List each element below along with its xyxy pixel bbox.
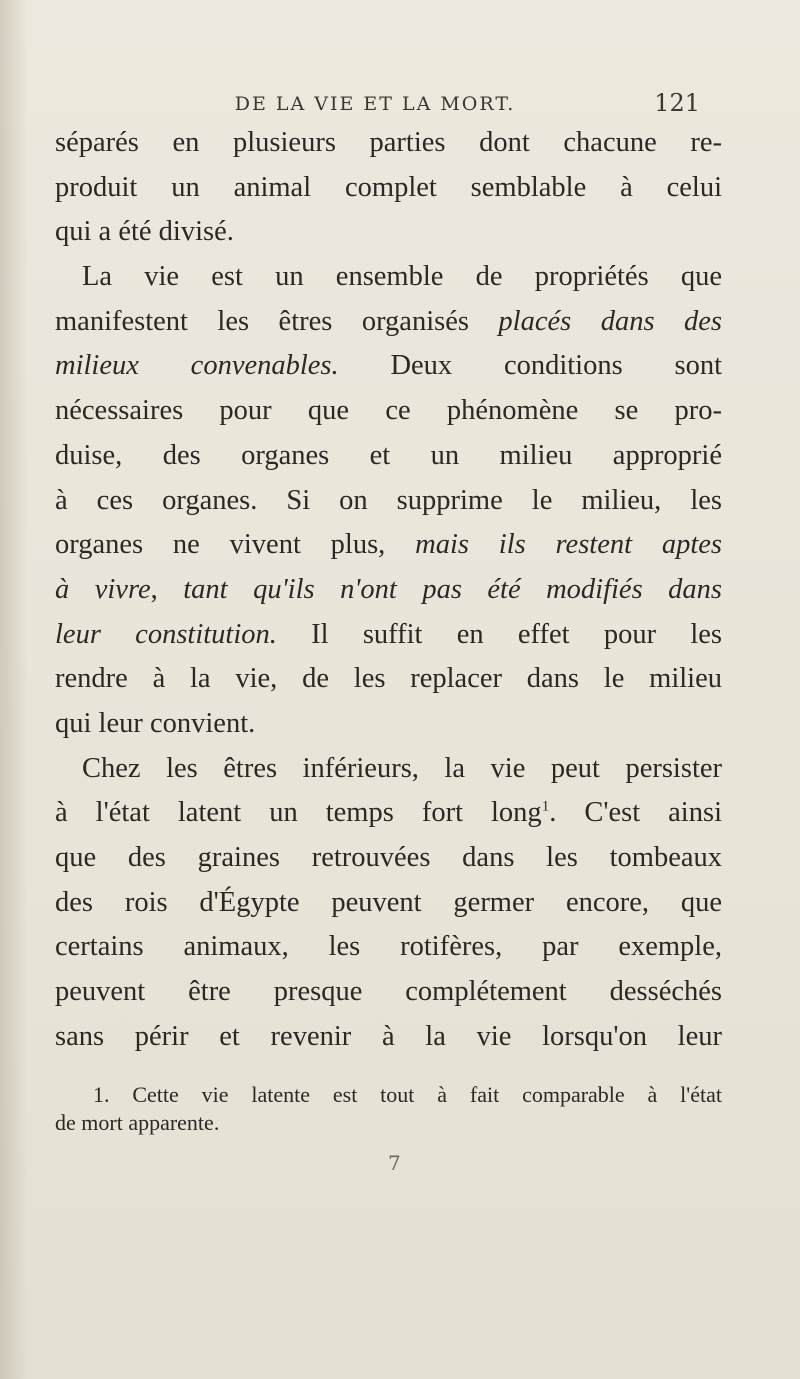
- text-line: La vie est un ensemble de propriétés que: [82, 261, 722, 293]
- page-number: 121: [654, 89, 700, 117]
- text-line: que des graines retrouvées dans les tombeaux: [55, 842, 722, 873]
- text-line: leur constitution. Il suffit en effet pour les: [55, 618, 722, 650]
- italic-phrase: milieux convenables.: [55, 350, 339, 382]
- text-line: des rois d'Égypte peuvent germer encore, que: [55, 886, 722, 918]
- text-line: produit un animal complet semblable à celui: [55, 171, 722, 203]
- italic-phrase: à vivre: [55, 573, 151, 605]
- text-line: certains animaux, les rotifères, par exemple,: [55, 931, 722, 963]
- binding-shadow: [0, 0, 28, 1379]
- footnote-ref: 1: [541, 798, 550, 815]
- text-line: organes ne vivent plus, mais ils restent aptes: [55, 529, 722, 561]
- text-line: séparés en plusieurs parties dont chacune re-: [55, 127, 722, 158]
- text-line: Chez les êtres inférieurs, la vie peut persister: [82, 752, 722, 784]
- text-line: milieux convenables. Deux conditions sont: [55, 350, 722, 382]
- text-line: qui a été divisé.: [55, 216, 234, 248]
- text-line: à vivre, tant qu'ils n'ont pas été modifiés dans: [55, 573, 722, 605]
- running-head: DE LA VIE ET LA MORT.: [234, 93, 516, 115]
- text-line: manifestent les êtres organisés placés dans des: [55, 305, 722, 337]
- body-text: [55, 121, 722, 1059]
- footnote-line: de mort apparente.: [55, 1110, 220, 1135]
- text-line: nécessaires pour que ce phénomène se pro-: [55, 395, 722, 427]
- text-line: qui leur convient.: [55, 707, 256, 739]
- italic-phrase: tant qu'ils n'ont pas été modifiés dans: [183, 573, 722, 605]
- text-line: sans périr et revenir à la vie lorsqu'on leur: [55, 1020, 722, 1052]
- text-line: à ces organes. Si on supprime le milieu, les: [55, 484, 722, 516]
- text-line: rendre à la vie, de les replacer dans le milieu: [55, 663, 722, 695]
- footnote: [55, 1081, 722, 1137]
- italic-phrase: placés dans des: [498, 305, 722, 337]
- italic-phrase: leur constitution.: [55, 618, 277, 650]
- page-header: [140, 89, 700, 123]
- italic-phrase: mais ils restent aptes: [415, 529, 722, 561]
- text-line: peuvent être presque complétement desséchés: [55, 976, 722, 1008]
- text-line: duise, des organes et un milieu approprié: [55, 439, 722, 471]
- footnote-line: 1. Cette vie latente est tout à fait comparable à l'état: [93, 1082, 722, 1107]
- signature-mark: 7: [388, 1151, 401, 1175]
- text-line: à l'état latent un temps fort long$^1$. C'est ainsi: [55, 797, 722, 829]
